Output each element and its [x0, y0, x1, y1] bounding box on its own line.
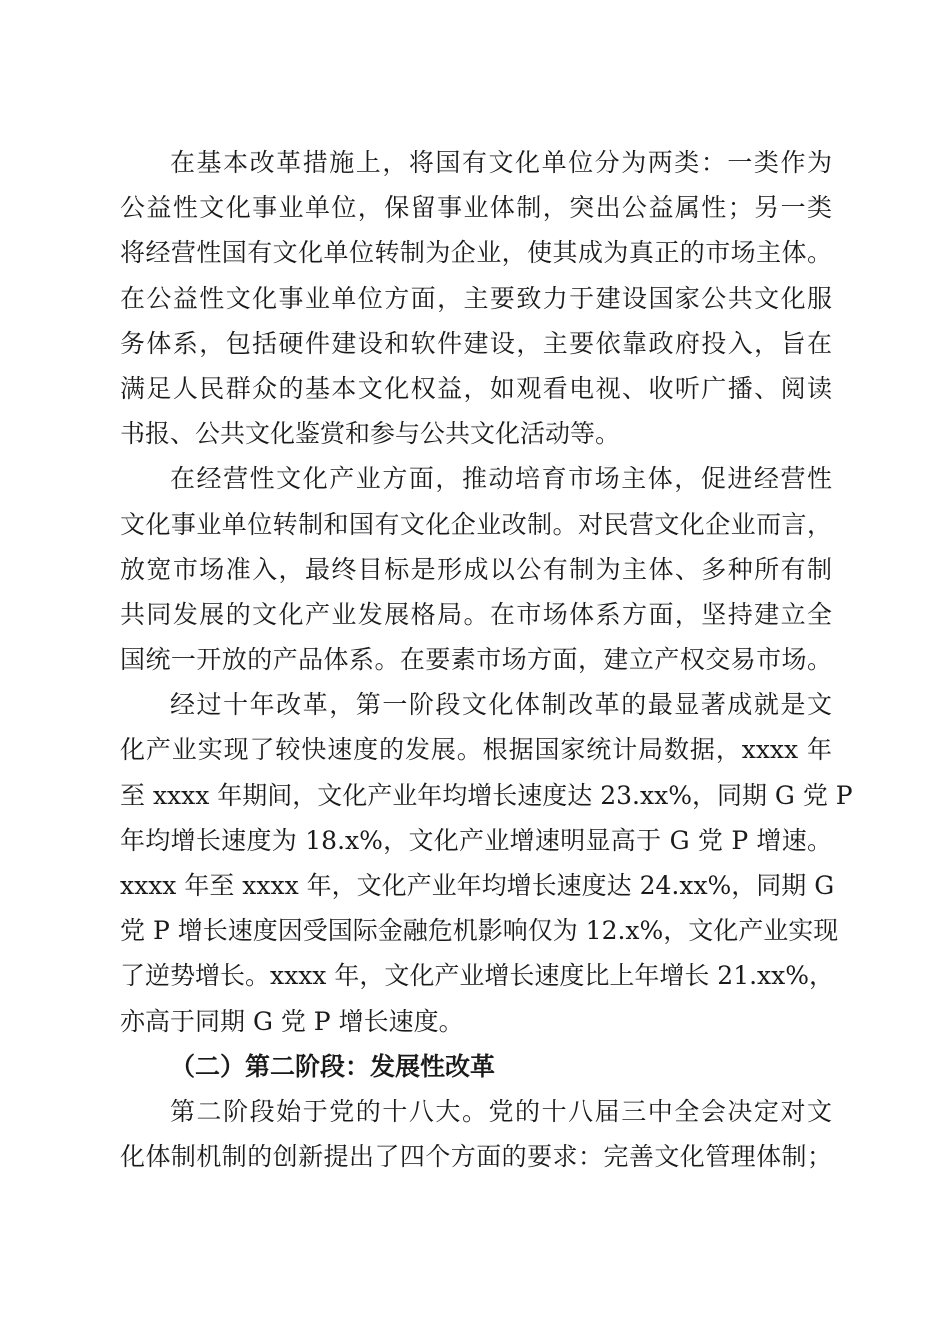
- document-body: [120, 140, 853, 1179]
- paragraph-3-line: 亦高于同期 G 党 P 增长速度。: [120, 1006, 464, 1036]
- paragraph-1-line: 将经营性国有文化单位转制为企业，使其成为真正的市场主体。: [120, 238, 832, 268]
- paragraph-2-line: 在经营性文化产业方面，推动培育市场主体，促进经营性: [170, 464, 832, 494]
- paragraph-1-line: 满足人民群众的基本文化权益，如观看电视、收听广播、阅读: [120, 373, 832, 403]
- paragraph-2-line: 放宽市场准入，最终目标是形成以公有制为主体、多种所有制: [120, 554, 832, 584]
- paragraph-1-line: 在基本改革措施上，将国有文化单位分为两类：一类作为: [170, 148, 832, 177]
- paragraph-2-line: 共同发展的文化产业发展格局。在市场体系方面，坚持建立全: [120, 599, 832, 629]
- paragraph-4-line: 第二阶段始于党的十八大。党的十八届三中全会决定对文: [170, 1096, 832, 1126]
- paragraph-3-line: 了逆势增长。xxxx 年，文化产业增长速度比上年增长 21.xx%，: [120, 961, 835, 991]
- paragraph-1-line: 公益性文化事业单位，保留事业体制，突出公益属性；另一类: [120, 193, 832, 223]
- paragraph-3-line: 经过十年改革，第一阶段文化体制改革的最显著成就是文: [170, 690, 832, 720]
- paragraph-2-line: 文化事业单位转制和国有文化企业改制。对民营文化企业而言，: [120, 509, 832, 539]
- section-heading: （二）第二阶段：发展性改革: [170, 1051, 496, 1081]
- paragraph-4-line: 化体制机制的创新提出了四个方面的要求：完善文化管理体制；: [120, 1142, 832, 1172]
- paragraph-1-line: 在公益性文化事业单位方面，主要致力于建设国家公共文化服: [120, 283, 832, 313]
- paragraph-2-line: 国统一开放的产品体系。在要素市场方面，建立产权交易市场。: [120, 645, 832, 675]
- paragraph-1-line: 务体系，包括硬件建设和软件建设，主要依靠政府投入，旨在: [120, 328, 832, 358]
- paragraph-1-line: 书报、公共文化鉴赏和参与公共文化活动等。: [120, 419, 621, 449]
- paragraph-3-line: 至 xxxx 年期间，文化产业年均增长速度达 23.xx%，同期 G 党 P: [120, 780, 853, 810]
- paragraph-3-line: 化产业实现了较快速度的发展。根据国家统计局数据，xxxx 年: [120, 735, 832, 765]
- paragraph-3-line: 党 P 增长速度因受国际金融危机影响仅为 12.x%，文化产业实现: [120, 916, 839, 946]
- paragraph-3-line: xxxx 年至 xxxx 年，文化产业年均增长速度达 24.xx%，同期 G: [120, 871, 835, 900]
- paragraph-3-line: 年均增长速度为 18.x%，文化产业增速明显高于 G 党 P 增速。: [120, 825, 832, 855]
